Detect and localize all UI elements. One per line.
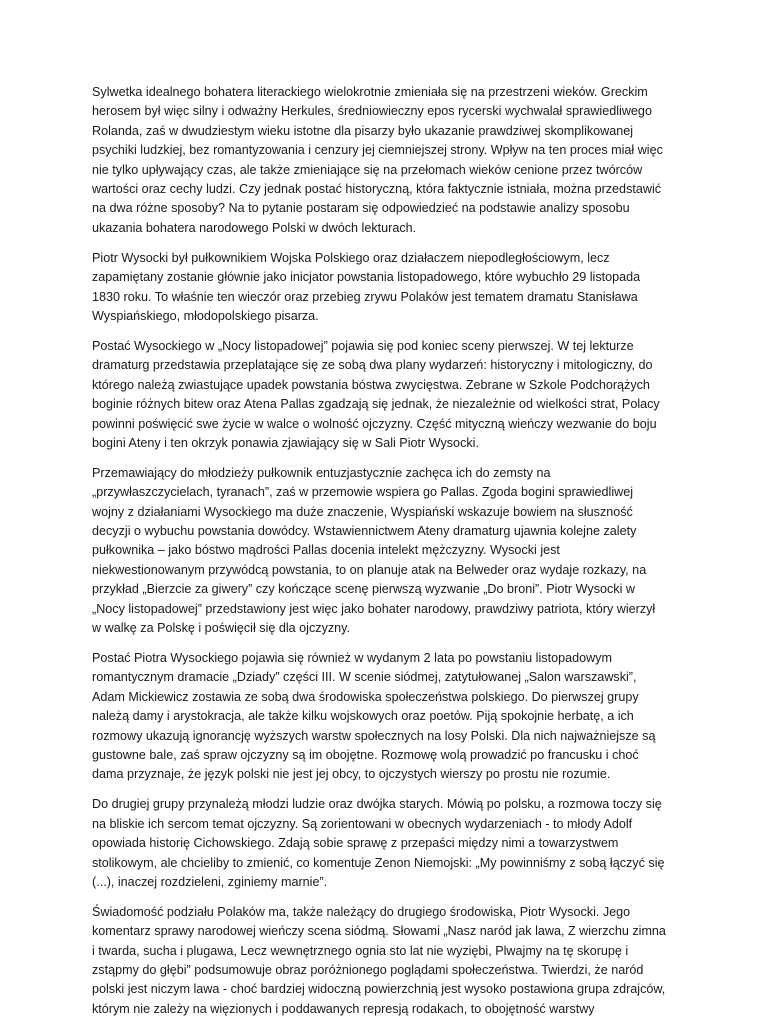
paragraph-przemowa: Przemawiający do młodzieży pułkownik entuzjastycznie zachęca ich do zemsty na „przywłaszczycielach, tyranach”, zaś w przemowie wspiera go Pallas. Zgoda bogini sprawiedliwej wojny z działaniami Wysockiego ma duże znaczenie, Wyspiański wskazuje bowiem na słuszność decyzji o wybuchu powstania dowódcy. Wstawiennictwem Ateny dramaturg ujawnia kolejne zalety pułkownika – jako bóstwo mądrości Pallas docenia intelekt mężczyzny. Wysocki jest niekwestionowanym przywódcą powstania, to on planuje atak na Belweder oraz wydaje rozkazy, na przykład „Bierzcie za giwery” czy kończące scenę pierwszą wyzwanie „Do broni”. Piotr Wysocki w „Nocy listopadowej” przedstawiony jest więc jako bohater narodowy, prawdziwy patriota, który wierzył w walkę za Polskę i poświęcił się dla ojczyzny.: [92, 465, 656, 636]
paragraph-wysocki-bio: Piotr Wysocki był pułkownikiem Wojska Polskiego oraz działaczem niepodległościowym, lecz zapamiętany zostanie głównie jako inicjator powstania listopadowego, które wybuchło 29 listopada 1830 roku. To właśnie ten wieczór oraz przebieg zrywu Polaków jest tematem dramatu Stanisława Wyspiańskiego, młodopolskiego pisarza.: [92, 250, 641, 323]
document-page: [92, 83, 666, 1030]
paragraph-noc-listopadowa: Postać Wysockiego w „Nocy listopadowej” pojawia się pod koniec sceny pierwszej. W tej lekturze dramaturg przedstawia przeplatające się ze sobą dwa plany wydarzeń: historyczny i mitologiczny, do którego należą zwiastujące upadek powstania bóstwa zwycięstwa. Zebrane w Szkole Podchorążych boginie różnych bitew oraz Atena Pallas zgadzają się jednak, że niezależnie od wielkości strat, Polacy powinni poświęcić swe życie w walce o wolność ojczyzny. Część mityczną wieńczy wezwanie do boju bogini Ateny i ten okrzyk ponawia zjawiający się w Sali Piotr Wysocki.: [92, 338, 660, 450]
paragraph-intro: Sylwetka idealnego bohatera literackiego wielokrotnie zmieniała się na przestrzeni wieków. Greckim herosem był więc silny i odważny Herkules, średniowieczny epos rycerski wychwalał sprawiedliwego Rolanda, zaś w dwudziestym wieku istotne dla pisarzy było ukazanie prawdziwej skomplikowanej psychiki ludzkiej, bez romantyzowania i cenzury jej ciemniejszej strony. Wpływ na ten proces miał więc nie tylko upływający czas, ale także zmieniające się na przełomach wieków cenione przez twórców wartości oraz cechy ludzi. Czy jednak postać historyczną, która faktycznie istniała, można przedstawić na dwa różne sposoby? Na to pytanie postaram się odpowiedzieć na podstawie analizy sposobu ukazania bohatera narodowego Polski w dwóch lekturach.: [92, 85, 663, 235]
paragraph-swiadomosc: Świadomość podziału Polaków ma, także należący do drugiego środowiska, Piotr Wysocki. Jego komentarz sprawy narodowej wieńczy scena siódmą. Słowami „Nasz naród jak lawa, Z wierzchu zimna i twarda, sucha i plugawa, Lecz wewnętrznego ognia sto lat nie wyziębi, Plwajmy na tę skorupę i zstąpmy do głębi” podsumowuje obraz poróżnionego poglądami społeczeństwa. Twierdzi, że naród polski jest niczym lawa - choć bardziej widoczną powierzchnią jest wysoko postawiona grupa zdrajców, którym nie zależy na więzionych i poddawanych represją rodakach, to obojętność warstwy: [92, 904, 666, 1016]
paragraph-druga-grupa: Do drugiej grupy przynależą młodzi ludzie oraz dwójka starych. Mówią po polsku, a rozmowa toczy się na bliskie ich sercom temat ojczyzny. Są zorientowani w obecnych wydarzeniach - to młody Adolf opowiada historię Cichowskiego. Zdają sobie sprawę z przepaści między nimi a towarzystwem stolikowym, ale chcieliby to zmienić, co komentuje Zenon Niemojski: „My powinniśmy z sobą łączyć się (...), inaczej rozdzieleni, zginiemy marnie”.: [92, 797, 665, 889]
paragraph-dziady: Postać Piotra Wysockiego pojawia się również w wydanym 2 lata po powstaniu listopadowym romantycznym dramacie „Dziady” części III. W scenie siódmej, zatytułowanej „Salon warszawski”, Adam Mickiewicz zostawia ze sobą dwa środowiska społeczeństwa polskiego. Do pierwszej grupy należą damy i arystokracja, ale także kilku wojskowych oraz poetów. Piją spokojnie herbatę, a ich rozmowy ukazują ignorancję wyższych warstw społecznych na losy Polski. Dla nich najważniejsze są gustowne bale, zaś spraw ojczyzny są im obojętne. Rozmowę wolą prowadzić po francusku i choć dama przyznaje, że język polski nie jest jej obcy, to ojczystych wierszy po prostu nie rozumie.: [92, 650, 656, 782]
